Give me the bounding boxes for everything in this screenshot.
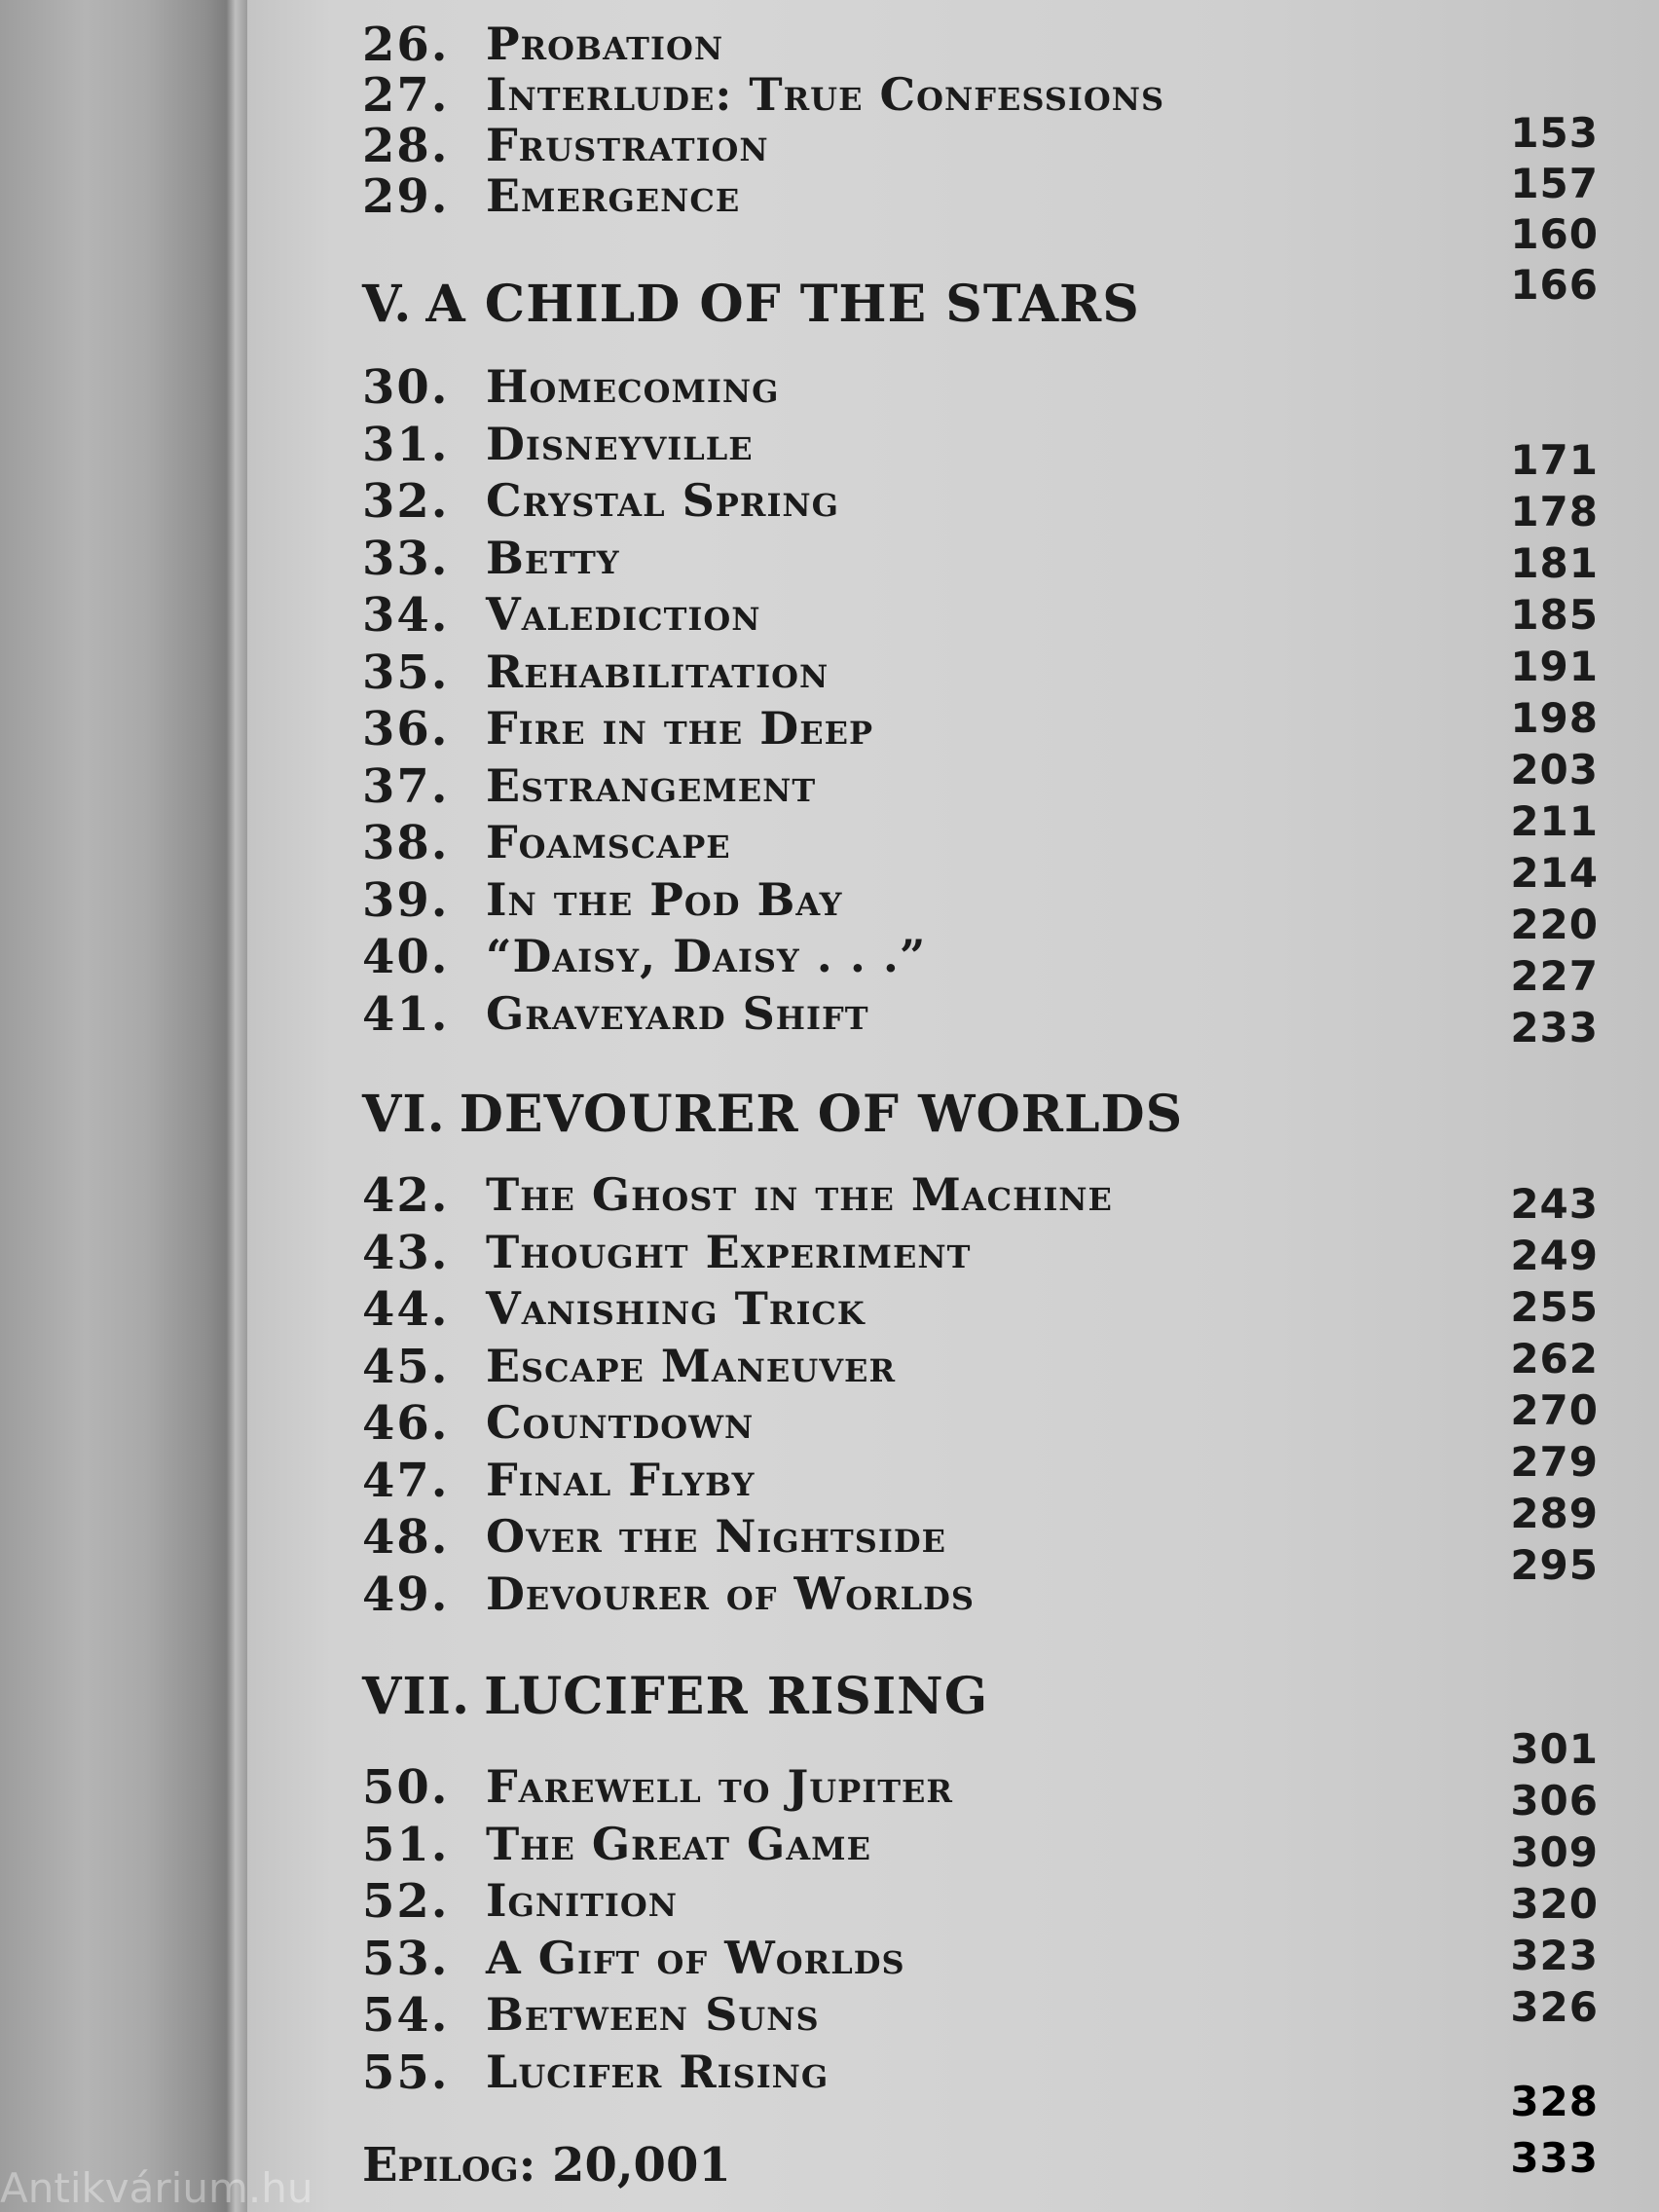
page-number: 262 — [1510, 1335, 1599, 1382]
chapter-number: 48. — [362, 1510, 450, 1565]
chapter-title: “Daisy, Daisy . . .” — [486, 930, 927, 982]
chapter-number: 44. — [362, 1282, 450, 1337]
book-gutter — [0, 0, 243, 2212]
toc-entry — [247, 986, 1659, 1051]
chapter-title: Frustration — [486, 119, 769, 171]
chapter-number: 30. — [362, 360, 450, 415]
page-number: 328 — [1510, 2078, 1599, 2125]
part-title: A CHILD OF THE STARS — [425, 275, 1140, 334]
chapter-title: Interlude: True Confessions — [486, 68, 1165, 121]
chapter-title: Homecoming — [486, 360, 780, 413]
chapter-title: The Great Game — [486, 1817, 871, 1870]
chapter-title: Escape Maneuver — [486, 1339, 897, 1392]
chapter-number: 55. — [362, 2045, 450, 2100]
chapter-title: Betty — [486, 531, 620, 584]
chapter-number: 31. — [362, 417, 450, 472]
chapter-number: 28. — [362, 119, 450, 173]
page-number: 270 — [1510, 1386, 1599, 1434]
chapter-title: Rehabilitation — [486, 645, 830, 698]
chapter-title: Disneyville — [486, 417, 754, 470]
chapter-number: 40. — [362, 930, 450, 984]
chapter-number: 50. — [362, 1760, 450, 1815]
chapter-title: Devourer of Worlds — [486, 1567, 976, 1620]
chapter-number: 43. — [362, 1225, 450, 1280]
chapter-title: Estrangement — [486, 758, 817, 812]
page-number: 191 — [1510, 643, 1599, 690]
page-number: 153 — [1510, 109, 1599, 157]
chapter-number: 51. — [362, 1817, 450, 1872]
page-number: 301 — [1510, 1725, 1599, 1773]
chapter-number: 36. — [362, 702, 450, 756]
chapter-number: 49. — [362, 1567, 450, 1622]
chapter-title: Crystal Spring — [486, 474, 840, 527]
toc-entry — [247, 1282, 1659, 1341]
chapter-title: A Gift of Worlds — [486, 1931, 905, 1984]
chapter-number: 39. — [362, 872, 450, 928]
toc-entry — [247, 1335, 1659, 1398]
page-number: 249 — [1510, 1232, 1599, 1279]
page-number: 160 — [1510, 210, 1599, 258]
toc-entry — [247, 1490, 1659, 1568]
chapter-number: 27. — [362, 68, 450, 123]
page-number: 326 — [1510, 1983, 1599, 2031]
chapter-title: Over the Nightside — [486, 1510, 946, 1563]
part-title: LUCIFER RISING — [484, 1667, 989, 1726]
chapter-title: Between Suns — [486, 1988, 820, 2041]
chapter-number: 54. — [362, 1988, 450, 2043]
chapter-number: 34. — [362, 588, 450, 643]
page-number: 203 — [1510, 746, 1599, 793]
chapter-number: 32. — [362, 474, 450, 529]
toc-entry — [247, 1386, 1659, 1455]
chapter-number: 41. — [362, 986, 450, 1042]
page-number: 323 — [1510, 1932, 1599, 1979]
page-number: 243 — [1510, 1180, 1599, 1228]
chapter-title: Lucifer Rising — [486, 2045, 830, 2098]
chapter-title: Emergence — [486, 169, 741, 222]
chapter-number: 53. — [362, 1931, 450, 1986]
page-number: 309 — [1510, 1828, 1599, 1876]
page-number: 171 — [1510, 436, 1599, 484]
page-number: 166 — [1510, 261, 1599, 309]
chapter-title: Vanishing Trick — [486, 1282, 866, 1335]
chapter-number: 45. — [362, 1339, 450, 1394]
page-number: 198 — [1510, 694, 1599, 742]
chapter-number: 42. — [362, 1168, 450, 1223]
page-number: 185 — [1510, 591, 1599, 639]
page-number: 233 — [1510, 1004, 1599, 1051]
watermark: Antikvárium.hu — [0, 2164, 313, 2212]
toc-entry — [247, 1541, 1659, 1626]
chapter-title: Valediction — [486, 588, 761, 641]
page-number: 255 — [1510, 1283, 1599, 1331]
chapter-title: Countdown — [486, 1396, 755, 1449]
page-number: 320 — [1510, 1880, 1599, 1928]
chapter-title: Probation — [486, 18, 724, 70]
page-number: 181 — [1510, 539, 1599, 587]
chapter-number: 33. — [362, 531, 450, 586]
chapter-number: 46. — [362, 1396, 450, 1451]
page-number: 333 — [1510, 2134, 1599, 2182]
chapter-title: Thought Experiment — [486, 1225, 972, 1278]
page-number: 157 — [1510, 160, 1599, 207]
toc-page — [247, 0, 1659, 2212]
chapter-number: 52. — [362, 1874, 450, 1929]
chapter-title: Farewell to Jupiter — [486, 1760, 954, 1813]
toc-entry — [247, 1438, 1659, 1512]
chapter-title: Final Flyby — [486, 1453, 756, 1506]
page-number: 295 — [1510, 1541, 1599, 1589]
part-heading — [362, 1667, 1002, 1726]
chapter-number: 26. — [362, 18, 450, 72]
part-title: DEVOURER OF WORLDS — [459, 1085, 1184, 1144]
chapter-title: Foamscape — [486, 816, 731, 868]
page-edge — [226, 0, 247, 2212]
page-number: 211 — [1510, 797, 1599, 845]
page-number: 220 — [1510, 901, 1599, 948]
chapter-number: 47. — [362, 1453, 450, 1508]
part-heading — [362, 275, 1154, 334]
part-roman: V. — [362, 275, 413, 334]
page-number: 214 — [1510, 849, 1599, 897]
page-number: 279 — [1510, 1438, 1599, 1486]
toc-entry — [247, 872, 1659, 948]
chapter-title: Graveyard Shift — [486, 986, 869, 1040]
toc-entry — [247, 930, 1659, 1000]
chapter-number: 37. — [362, 758, 450, 814]
chapter-title: Ignition — [486, 1874, 678, 1927]
part-heading — [362, 1085, 1197, 1144]
part-roman: VII. — [362, 1667, 471, 1726]
chapter-number: 38. — [362, 816, 450, 870]
chapter-number: 35. — [362, 645, 450, 700]
toc-entry — [247, 816, 1659, 897]
chapter-title: The Ghost in the Machine — [486, 1168, 1113, 1221]
toc-entry — [247, 1725, 1659, 1819]
page-number: 178 — [1510, 488, 1599, 535]
part-roman: VI. — [362, 1085, 446, 1144]
page-number: 289 — [1510, 1490, 1599, 1537]
page-number: 227 — [1510, 952, 1599, 1000]
page-number: 306 — [1510, 1777, 1599, 1825]
toc-entry — [247, 1168, 1659, 1227]
epilog-title: Epilog: 20,001 — [362, 2138, 731, 2193]
chapter-title: Fire in the Deep — [486, 702, 874, 755]
chapter-number: 29. — [362, 169, 450, 224]
toc-entry — [247, 1226, 1659, 1284]
chapter-title: In the Pod Bay — [486, 872, 843, 926]
